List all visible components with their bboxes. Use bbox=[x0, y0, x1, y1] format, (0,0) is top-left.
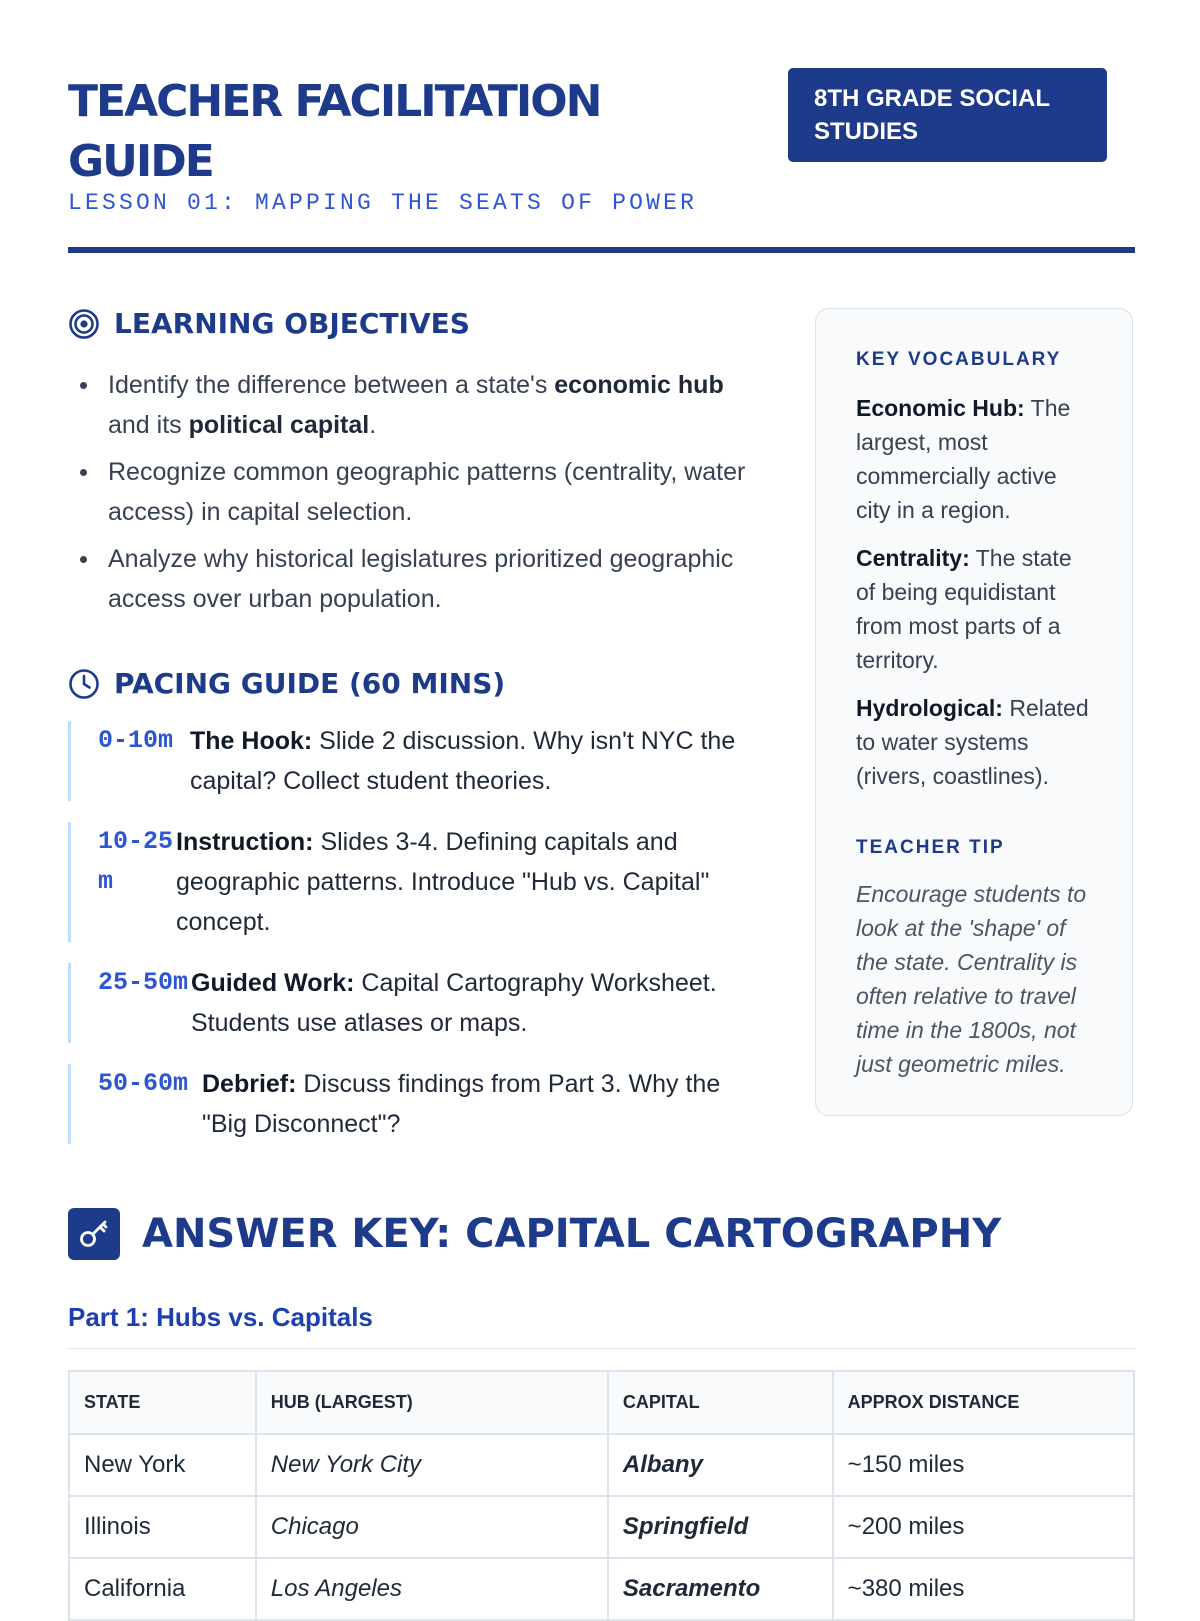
vocabulary-heading: KEY VOCABULARY bbox=[856, 349, 1062, 370]
key-icon-box bbox=[68, 1208, 120, 1260]
capital-cell: Albany bbox=[608, 1434, 833, 1496]
table-row bbox=[69, 1558, 1134, 1620]
lesson-subtitle: LESSON 01: MAPPING THE SEATS OF POWER bbox=[68, 190, 698, 216]
distance-cell: ~150 miles bbox=[833, 1434, 1134, 1496]
header-divider bbox=[68, 247, 1135, 253]
hub-cell: Los Angeles bbox=[256, 1558, 608, 1620]
objectives-title: LEARNING OBJECTIVES bbox=[114, 307, 470, 340]
capital-cell: Sacramento bbox=[608, 1558, 833, 1620]
page-title: TEACHER FACILITATION GUIDE bbox=[68, 76, 601, 187]
pacing-description: Debrief: Discuss findings from Part 3. Why the "Big Disconnect"? bbox=[202, 1070, 721, 1138]
objective-item: Analyze why historical legislatures prioritized geographic access over urban population. bbox=[68, 539, 768, 619]
objective-item: Recognize common geographic patterns (centrality, water access) in capital selection. bbox=[68, 452, 768, 532]
objectives-heading bbox=[68, 307, 470, 340]
pacing-row bbox=[68, 822, 768, 942]
pacing-description: Guided Work: Capital Cartography Worksheet. Students use atlases or maps. bbox=[191, 969, 717, 1037]
answer-key-title: ANSWER KEY: CAPITAL CARTOGRAPHY bbox=[142, 1211, 1002, 1257]
vocab-item: Economic Hub: The largest, most commercially active city in a region. bbox=[856, 395, 1071, 523]
pacing-time: 50-60m bbox=[98, 1069, 189, 1098]
pacing-row bbox=[68, 1064, 768, 1144]
state-cell: California bbox=[69, 1558, 256, 1620]
answer-table bbox=[68, 1370, 1135, 1621]
pacing-list bbox=[68, 721, 768, 1165]
objectives-list bbox=[68, 365, 768, 626]
state-cell: Illinois bbox=[69, 1496, 256, 1558]
vocab-item: Centrality: The state of being equidistant from most parts of a territory. bbox=[856, 545, 1072, 673]
column-header-hub: HUB (LARGEST) bbox=[256, 1371, 608, 1434]
distance-cell: ~380 miles bbox=[833, 1558, 1134, 1620]
column-header-capital: CAPITAL bbox=[608, 1371, 833, 1434]
part1-divider bbox=[68, 1348, 1135, 1349]
part1-title: Part 1: Hubs vs. Capitals bbox=[68, 1302, 373, 1332]
objective-item: Identify the difference between a state's economic hub and its political capital. bbox=[68, 365, 768, 445]
hub-cell: Chicago bbox=[256, 1496, 608, 1558]
pacing-row bbox=[68, 963, 768, 1043]
pacing-title: PACING GUIDE (60 MINS) bbox=[114, 667, 506, 700]
table-header-row bbox=[69, 1371, 1134, 1434]
pacing-time: 25-50m bbox=[98, 968, 189, 997]
pacing-heading bbox=[68, 667, 505, 700]
pacing-time: 10-25m bbox=[98, 827, 174, 896]
target-icon bbox=[68, 308, 100, 340]
teacher-tip-heading: TEACHER TIP bbox=[856, 837, 1005, 858]
distance-cell: ~200 miles bbox=[833, 1496, 1134, 1558]
clock-icon bbox=[68, 668, 100, 700]
state-cell: New York bbox=[69, 1434, 256, 1496]
grade-badge: 8TH GRADE SOCIAL STUDIES bbox=[788, 68, 1107, 162]
key-icon bbox=[76, 1216, 112, 1252]
teacher-tip-text: Encourage students to look at the 'shape' of the state. Centrality is often relative to travel time in the 1800s, not just geometric miles. bbox=[856, 881, 1087, 1077]
vocab-item: Hydrological: Related to water systems (rivers, coastlines). bbox=[856, 695, 1089, 789]
capital-cell: Springfield bbox=[608, 1496, 833, 1558]
column-header-state: STATE bbox=[69, 1371, 256, 1434]
page-header bbox=[68, 66, 1135, 256]
pacing-row bbox=[68, 721, 768, 801]
hub-cell: New York City bbox=[256, 1434, 608, 1496]
column-header-distance: APPROX DISTANCE bbox=[833, 1371, 1134, 1434]
pacing-description: The Hook: Slide 2 discussion. Why isn't NYC the capital? Collect student theories. bbox=[190, 727, 736, 795]
pacing-time: 0-10m bbox=[98, 726, 174, 755]
pacing-description: Instruction: Slides 3-4. Defining capitals and geographic patterns. Introduce "Hub vs. Capital" concept. bbox=[176, 828, 710, 936]
answer-key-heading bbox=[68, 1208, 1001, 1260]
sidebar-panel bbox=[815, 308, 1133, 1116]
table-row bbox=[69, 1434, 1134, 1496]
table-row bbox=[69, 1496, 1134, 1558]
